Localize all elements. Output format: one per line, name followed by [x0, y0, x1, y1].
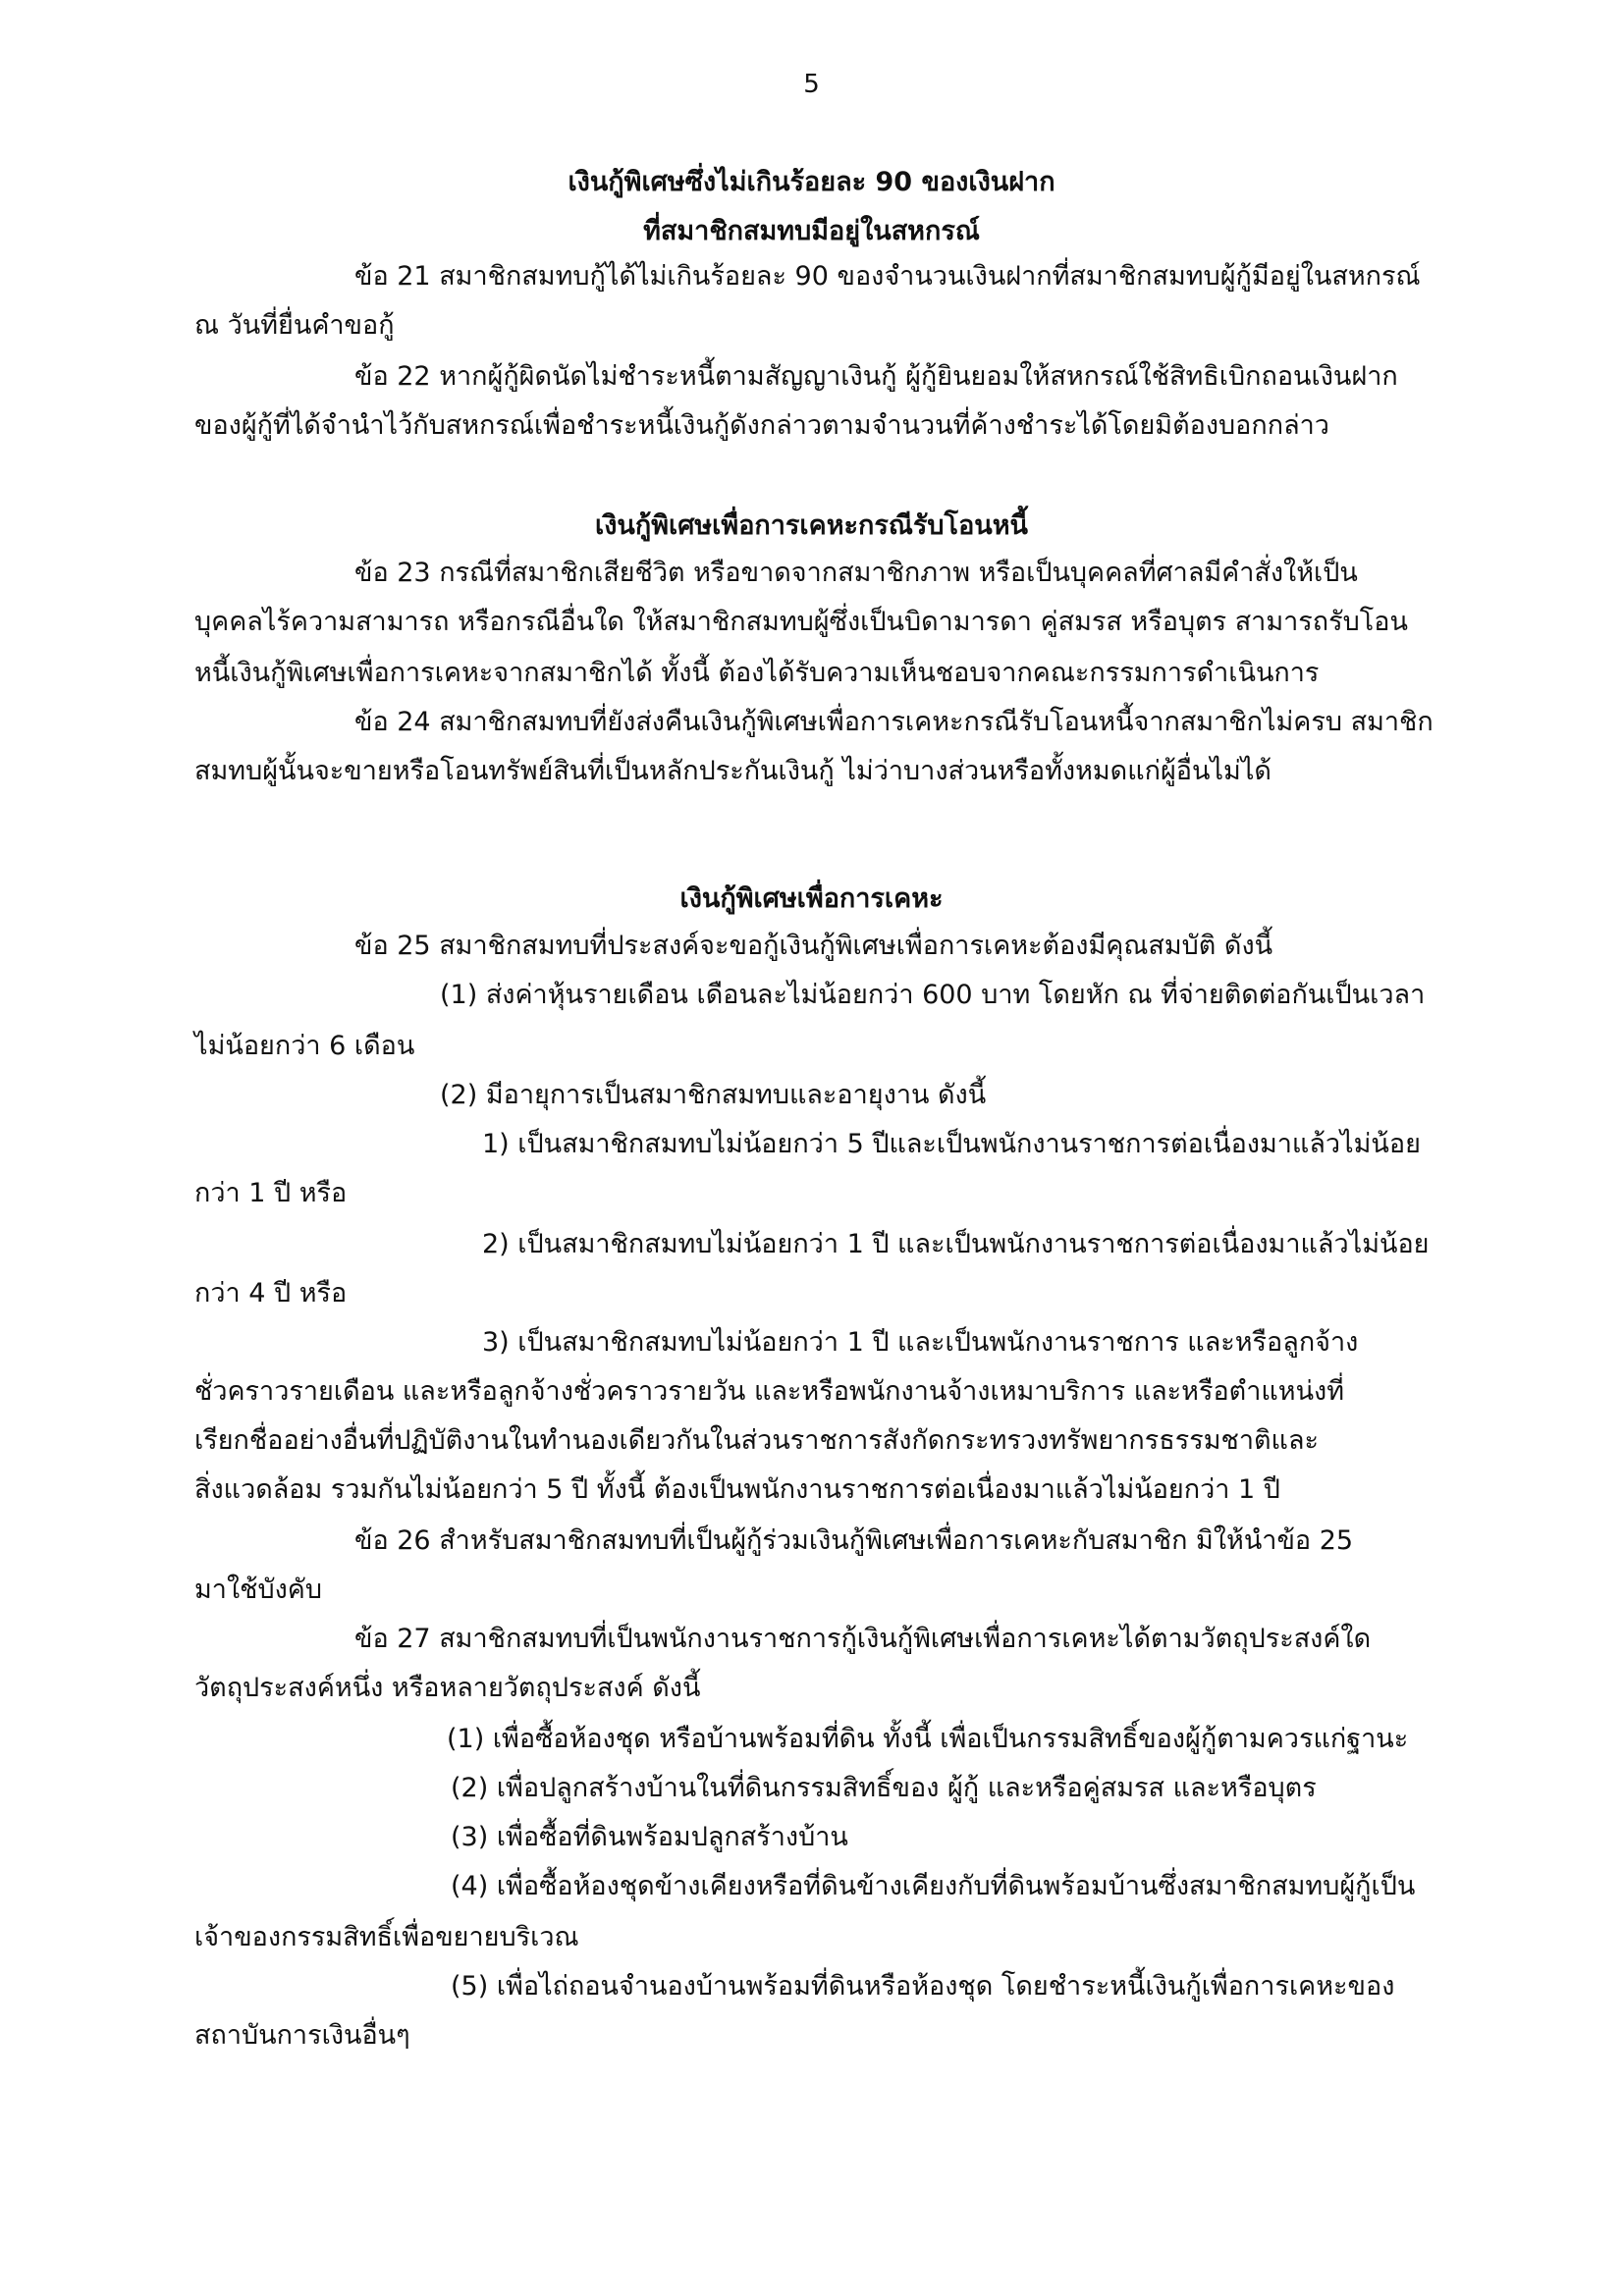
paragraph-line: ของผู้กู้ที่ได้จำนำไว้กับสหกรณ์เพื่อชำระหนี้เงินกู้ดังกล่าวตามจำนวนที่ค้างชำระได้โดยมิต้องบอกกล่าว: [194, 410, 1329, 441]
paragraph-line: (2) มีอายุการเป็นสมาชิกสมทบและอายุงาน ดังนี้: [440, 1080, 987, 1110]
paragraph-line: 2) เป็นสมาชิกสมทบไม่น้อยกว่า 1 ปี และเป็นพนักงานราชการต่อเนื่องมาแล้วไม่น้อย: [482, 1229, 1430, 1259]
paragraph-line: ชั่วคราวรายเดือน และหรือลูกจ้างชั่วคราวรายวัน และหรือพนักงานจ้างเหมาบริการ และหรือตำแหน่งที่: [194, 1376, 1345, 1407]
paragraph-line: ณ วันที่ยื่นคำขอกู้: [194, 310, 395, 341]
page-number: 5: [803, 70, 820, 99]
paragraph-line: (4) เพื่อซื้อห้องชุดข้างเคียงหรือที่ดินข้างเคียงกับที่ดินพร้อมบ้านซึ่งสมาชิกสมทบผู้กู้เป็น: [451, 1871, 1416, 1901]
paragraph-line: กว่า 4 ปี หรือ: [194, 1278, 348, 1308]
paragraph-line: ข้อ 21 สมาชิกสมทบกู้ได้ไม่เกินร้อยละ 90 ของจำนวนเงินฝากที่สมาชิกสมทบผู้กู้มีอยู่ในสหกรณ์: [354, 261, 1421, 292]
paragraph-line: ข้อ 24 สมาชิกสมทบที่ยังส่งคืนเงินกู้พิเศษเพื่อการเคหะกรณีรับโอนหนี้จากสมาชิกไม่ครบ สมาชิก: [354, 707, 1434, 737]
paragraph-line: มาใช้บังคับ: [194, 1575, 322, 1605]
paragraph-line: (1) เพื่อซื้อห้องชุด หรือบ้านพร้อมที่ดิน ทั้งนี้ เพื่อเป็นกรรมสิทธิ์ของผู้กู้ตามควรแก่ฐานะ: [447, 1724, 1409, 1754]
paragraph-line: เรียกชื่ออย่างอื่นที่ปฏิบัติงานในทำนองเดียวกันในส่วนราชการสังกัดกระทรวงทรัพยากรธรรมชาติและ: [194, 1425, 1319, 1456]
paragraph-line: ข้อ 26 สำหรับสมาชิกสมทบที่เป็นผู้กู้ร่วมเงินกู้พิเศษเพื่อการเคหะกับสมาชิก มิให้นำข้อ 25: [354, 1525, 1354, 1556]
section-heading: เงินกู้พิเศษเพื่อการเคหะ: [679, 883, 944, 914]
paragraph-line: วัตถุประสงค์หนึ่ง หรือหลายวัตถุประสงค์ ดังนี้: [194, 1673, 701, 1703]
paragraph-line: 3) เป็นสมาชิกสมทบไม่น้อยกว่า 1 ปี และเป็นพนักงานราชการ และหรือลูกจ้าง: [482, 1327, 1359, 1358]
paragraph-line: สมทบผู้นั้นจะขายหรือโอนทรัพย์สินที่เป็นหลักประกันเงินกู้ ไม่ว่าบางส่วนหรือทั้งหมดแก่ผู้อื่นไม่ได้: [194, 756, 1271, 786]
paragraph-line: สถาบันการเงินอื่นๆ: [194, 2020, 410, 2051]
section-heading: เงินกู้พิเศษเพื่อการเคหะกรณีรับโอนหนี้: [595, 510, 1028, 541]
paragraph-line: (3) เพื่อซื้อที่ดินพร้อมปลูกสร้างบ้าน: [451, 1822, 848, 1852]
paragraph-line: กว่า 1 ปี หรือ: [194, 1178, 348, 1208]
paragraph-line: ข้อ 22 หากผู้กู้ผิดนัดไม่ชำระหนี้ตามสัญญาเงินกู้ ผู้กู้ยินยอมให้สหกรณ์ใช้สิทธิเบิกถอนเงินฝาก: [354, 361, 1398, 392]
section-heading: เงินกู้พิเศษซึ่งไม่เกินร้อยละ 90 ของเงินฝาก: [568, 167, 1055, 197]
paragraph-line: (1) ส่งค่าหุ้นรายเดือน เดือนละไม่น้อยกว่า 600 บาท โดยหัก ณ ที่จ่ายติดต่อกันเป็นเวลา: [440, 980, 1426, 1010]
paragraph-line: ข้อ 27 สมาชิกสมทบที่เป็นพนักงานราชการกู้เงินกู้พิเศษเพื่อการเคหะได้ตามวัตถุประสงค์ใด: [354, 1624, 1372, 1654]
paragraph-line: (5) เพื่อไถ่ถอนจำนองบ้านพร้อมที่ดินหรือห้องชุด โดยชำระหนี้เงินกู้เพื่อการเคหะของ: [451, 1971, 1395, 2002]
paragraph-line: หนี้เงินกู้พิเศษเพื่อการเคหะจากสมาชิกได้ ทั้งนี้ ต้องได้รับความเห็นชอบจากคณะกรรมการดำเนินการ: [194, 658, 1320, 688]
section-heading: ที่สมาชิกสมทบมีอยู่ในสหกรณ์: [643, 216, 980, 246]
paragraph-line: (2) เพื่อปลูกสร้างบ้านในที่ดินกรรมสิทธิ์ของ ผู้กู้ และหรือคู่สมรส และหรือบุตร: [451, 1773, 1317, 1803]
paragraph-line: ข้อ 23 กรณีที่สมาชิกเสียชีวิต หรือขาดจากสมาชิกภาพ หรือเป็นบุคคลที่ศาลมีคำสั่งให้เป็น: [354, 558, 1358, 588]
paragraph-line: เจ้าของกรรมสิทธิ์เพื่อขยายบริเวณ: [194, 1922, 579, 1952]
paragraph-line: ไม่น้อยกว่า 6 เดือน: [194, 1031, 415, 1061]
paragraph-line: บุคคลไร้ความสามารถ หรือกรณีอื่นใด ให้สมาชิกสมทบผู้ซึ่งเป็นบิดามารดา คู่สมรส หรือบุตร สามารถรับโอน: [194, 607, 1408, 637]
paragraph-line: ข้อ 25 สมาชิกสมทบที่ประสงค์จะขอกู้เงินกู้พิเศษเพื่อการเคหะต้องมีคุณสมบัติ ดังนี้: [354, 931, 1273, 961]
paragraph-line: สิ่งแวดล้อม รวมกันไม่น้อยกว่า 5 ปี ทั้งนี้ ต้องเป็นพนักงานราชการต่อเนื่องมาแล้วไม่น้อยกว่า 1 ปี: [194, 1474, 1280, 1505]
paragraph-line: 1) เป็นสมาชิกสมทบไม่น้อยกว่า 5 ปีและเป็นพนักงานราชการต่อเนื่องมาแล้วไม่น้อย: [482, 1129, 1421, 1159]
